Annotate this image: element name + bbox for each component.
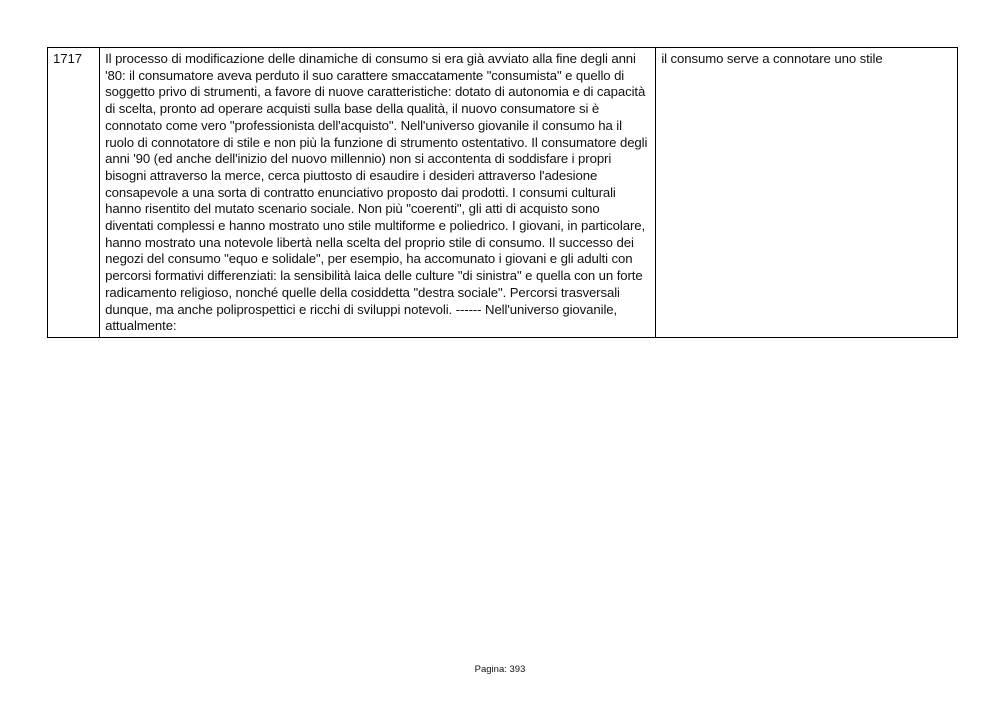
answer-text: il consumo serve a connotare uno stile [656,48,958,338]
question-table [47,47,958,338]
question-text: Il processo di modificazione delle dinamiche di consumo si era già avviato alla fine degli anni '80: il consumatore aveva perduto il suo carattere smaccatamente "consumista" e quello di soggetto privo di strumenti, a favore di nuove caratteristiche: dotato di autonomia e di capacità di scelta, pronto ad operare acquisti sulla base della qualità, il nuovo consumatore si è connotato come vero "professionista dell'acquisto". Nell'universo giovanile il consumo ha il ruolo di connotatore di stile e non più la funzione di strumento ostentativo. Il consumatore degli anni '90 (ed anche dell'inizio del nuovo millennio) non si accontenta di soddisfare i propri bisogni attraverso la merce, cerca piuttosto di esaudire i desideri attraverso l'adesione consapevole a una sorta di contratto enunciativo proposto dai prodotti. I consumi culturali hanno risentito del mutato scenario sociale. Non più "coerenti", gli atti di acquisto sono diventati complessi e hanno mostrato uno stile multiforme e poliedrico. I giovani, in particolare, hanno mostrato una notevole libertà nella scelta del proprio stile di consumo. Il successo dei negozi del consumo "equo e solidale", per esempio, ha accomunato i giovani e gli adulti con percorsi formativi differenziati: la sensibilità laica delle culture "di sinistra" e quella con un forte radicamento religioso, nonché quelle della cosiddetta "destra sociale". Percorsi trasversali dunque, ma anche poliprospettici e ricchi di sviluppi notevoli. ------ Nell'universo giovanile, attualmente: [100,48,656,338]
question-number: 1717 [48,48,100,338]
table-row [48,48,958,338]
page-number: Pagina: 393 [474,664,526,675]
